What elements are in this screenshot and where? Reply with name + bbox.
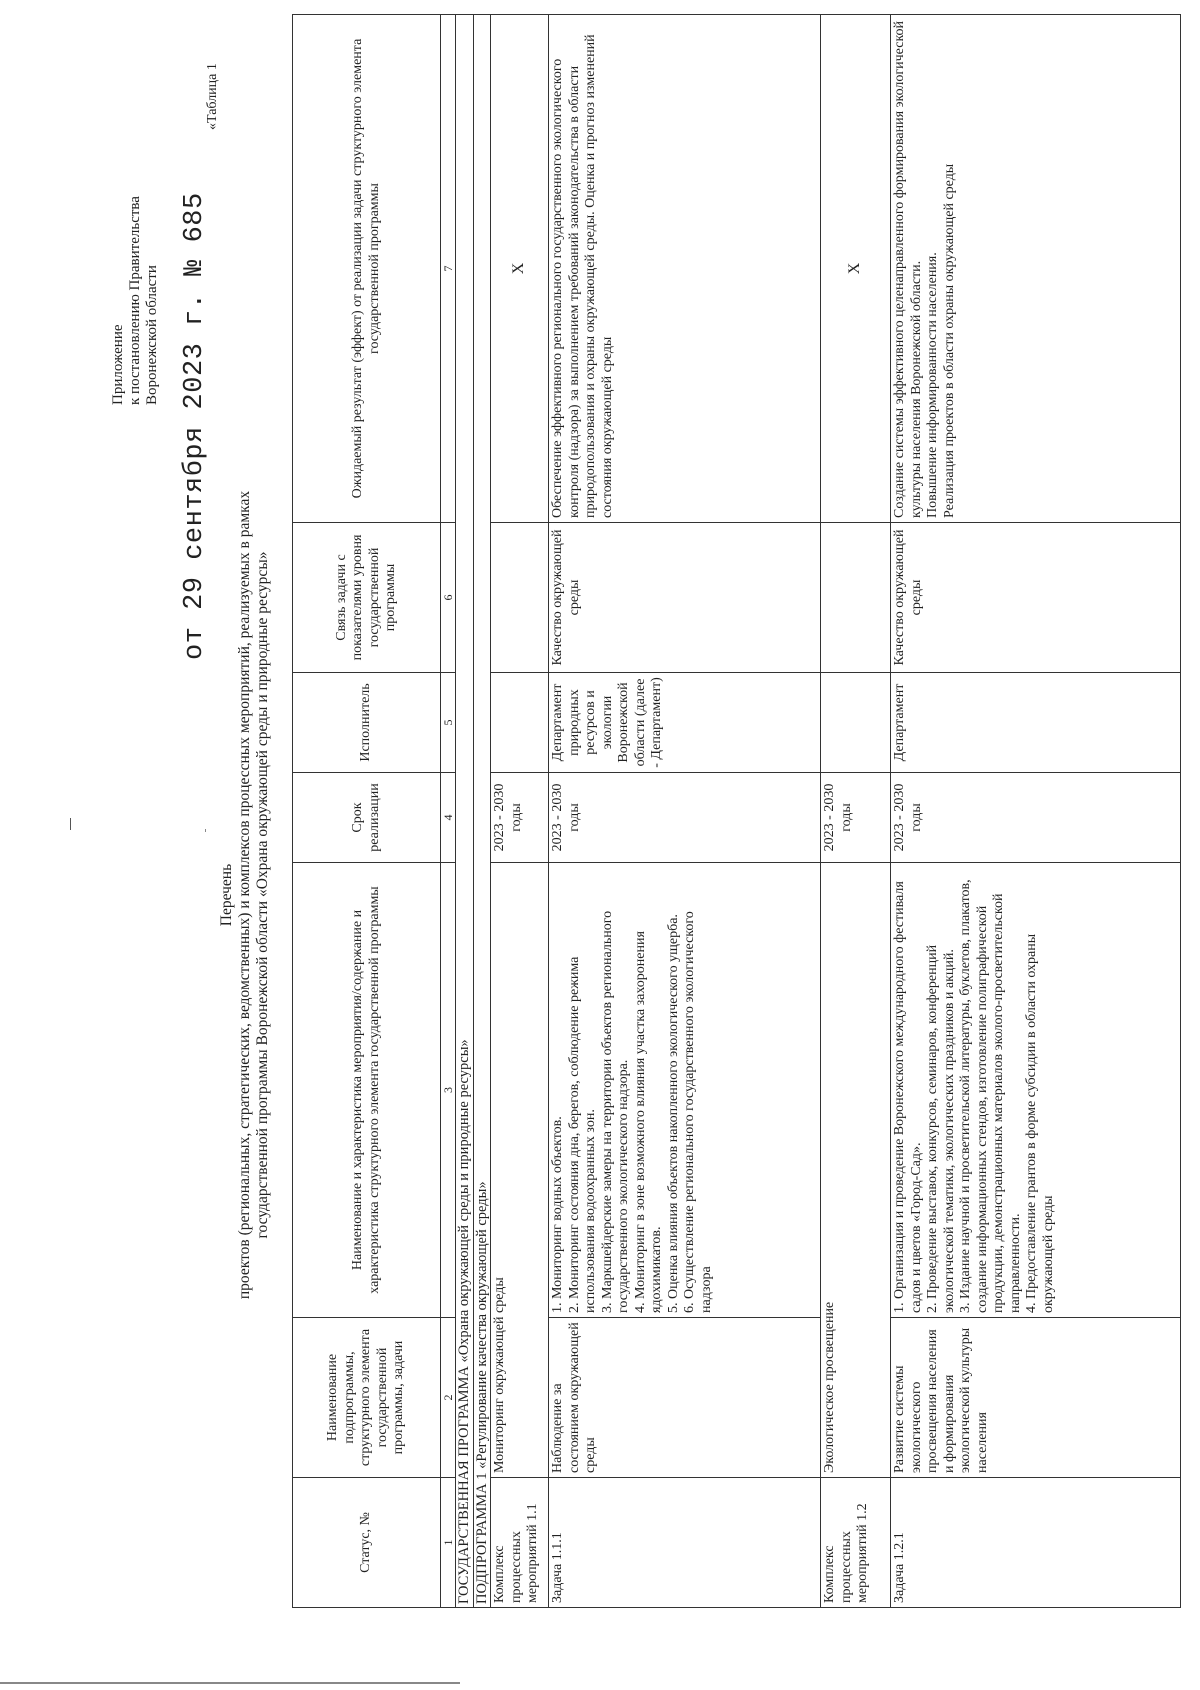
link-cell	[821, 523, 891, 673]
list-item: 3. Издание научной и просветительской литературы, буклетов, плакатов, создание информационных стендов, изготовление полиграфической продукции, демонстрационных материалов эколого-просветительской направленности.	[958, 879, 1023, 1313]
table-row	[491, 15, 549, 1608]
column-header: Ожидаемый результат (эффект) от реализации задачи структурного элемента государственной программы	[293, 15, 441, 523]
list-item: 1. Организация и проведение Воронежского международного фестиваля садов и цветов «Город-Сад».	[892, 881, 924, 1313]
list-item: 2. Мониторинг состояния дна, берегов, соблюдение режима использования водоохранных зон.	[566, 956, 598, 1313]
column-number: 5	[441, 673, 456, 773]
measure-name-cell: Экологическое просвещение	[821, 863, 891, 1478]
appendix-line: Приложение	[110, 324, 126, 405]
result-line: Создание системы эффективного целенаправленного формирования экологической культуры населения Воронежской области.	[892, 20, 924, 518]
status-cell: Задача 1.2.1	[891, 1478, 1181, 1608]
list-item: 4. Мониторинг в зоне возможного влияния участка захоронения ядохимикатов.	[632, 931, 664, 1313]
table-label: «Таблица 1	[205, 63, 220, 130]
executor-cell: Департамент	[891, 673, 1181, 773]
link-cell: Качество окружающей среды	[891, 523, 1181, 673]
list-item: 1. Мониторинг водных объектов.	[550, 1116, 565, 1313]
table-row	[891, 15, 1181, 1608]
result-cell: Обеспечение эффективного регионального государственного экологического контроля (надзора) за выполнением требований законодательства в области природопользования и охраны окружающей среды. Оценка и прогноз изменений состояния окружающей среды	[549, 15, 821, 523]
list-item: 4. Предоставление грантов в форме субсидии в области охраны окружающей среды	[1024, 933, 1056, 1313]
subprogram-title: ПОДПРОГРАММА 1 «Регулирование качества окружающей среды»	[473, 15, 491, 1608]
title-line: проектов (региональных, стратегических, ведомственных) и комплексов процессных мероприятий, реализуемых в рамках	[236, 490, 253, 1300]
appendix-block	[110, 145, 161, 405]
header-row	[293, 15, 441, 1608]
state-program-row	[456, 15, 474, 1608]
term-cell: 2023 - 2030 годы	[549, 773, 821, 863]
result-line: Повышение информированности населения.	[925, 252, 940, 518]
link-cell	[491, 523, 549, 673]
measures-table	[292, 14, 1181, 1608]
list-item: 3. Маркшейдерские замеры на территории объектов регионального государственного экологического надзора.	[599, 910, 631, 1313]
column-number: 3	[441, 863, 456, 1318]
result-cell	[891, 15, 1181, 523]
column-header: Наименование подпрограммы, структурного элемента государственной программы, задачи	[293, 1318, 441, 1478]
result-cell: X	[821, 15, 891, 523]
executor-cell: Департамент природных ресурсов и экологии Воронежской области (далее - Департамент)	[549, 673, 821, 773]
status-cell: Комплекс процессных мероприятий 1.1	[491, 1478, 549, 1608]
column-number: 6	[441, 523, 456, 673]
state-program-title: ГОСУДАРСТВЕННАЯ ПРОГРАММА «Охрана окружающей среды и природные ресурсы»	[456, 15, 474, 1608]
measure-name-cell: Мониторинг окружающей среды	[491, 863, 549, 1478]
task-name-cell: Наблюдение за состоянием окружающей среды	[549, 1318, 821, 1478]
column-number: 4	[441, 773, 456, 863]
subprogram-row	[473, 15, 491, 1608]
term-cell: 2023 - 2030 годы	[491, 773, 549, 863]
table-row	[549, 15, 821, 1608]
column-header: Срок реализации	[293, 773, 441, 863]
table-row	[821, 15, 891, 1608]
decree-date-number: от 29 сентября 2023 г. № 685	[180, 192, 210, 660]
status-cell: Комплекс процессных мероприятий 1.2	[821, 1478, 891, 1608]
column-number-row	[441, 15, 456, 1608]
term-cell: 2023 - 2030 годы	[891, 773, 1181, 863]
column-header: Связь задачи с показателями уровня государственной программы	[293, 523, 441, 673]
appendix-line: к постановлению Правительства	[127, 196, 143, 405]
status-cell: Задача 1.1.1	[549, 1478, 821, 1608]
column-number: 2	[441, 1318, 456, 1478]
link-cell: Качество окружающей среды	[549, 523, 821, 673]
list-item: 2. Проведение выставок, конкурсов, семинаров, конференций экологической тематики, экологических праздников и акций.	[925, 944, 957, 1313]
column-header: Статус, №	[293, 1478, 441, 1608]
result-line: Реализация проектов в области охраны окружающей среды	[941, 163, 957, 518]
column-header: Исполнитель	[293, 673, 441, 773]
title-line: Перечень	[218, 863, 235, 927]
measure-list-cell	[549, 863, 821, 1318]
executor-cell	[821, 673, 891, 773]
list-item: 6. Осуществление регионального государственного экологического надзора	[682, 911, 714, 1313]
column-header: Наименование и характеристика мероприятия/содержание и характеристика структурного элемента государственной программы	[293, 863, 441, 1318]
title-line: государственной программы Воронежской области «Охрана окружающей среды и природные ресурсы»	[254, 551, 271, 1239]
measures-table-wrap	[292, 15, 1181, 1608]
list-item: 5. Оценка влияния объектов накопленного экологического ущерба.	[665, 914, 681, 1313]
appendix-line: Воронежской области	[144, 265, 160, 405]
result-cell: X	[491, 15, 549, 523]
column-number: 7	[441, 15, 456, 523]
term-cell: 2023 - 2030 годы	[821, 773, 891, 863]
document-title	[218, 250, 272, 1540]
column-number: 1	[441, 1478, 456, 1608]
measure-list-cell	[891, 863, 1181, 1318]
task-name-cell: Развитие системы экологического просвещения населения и формирования экологической культуры населения	[891, 1318, 1181, 1478]
executor-cell	[491, 673, 549, 773]
